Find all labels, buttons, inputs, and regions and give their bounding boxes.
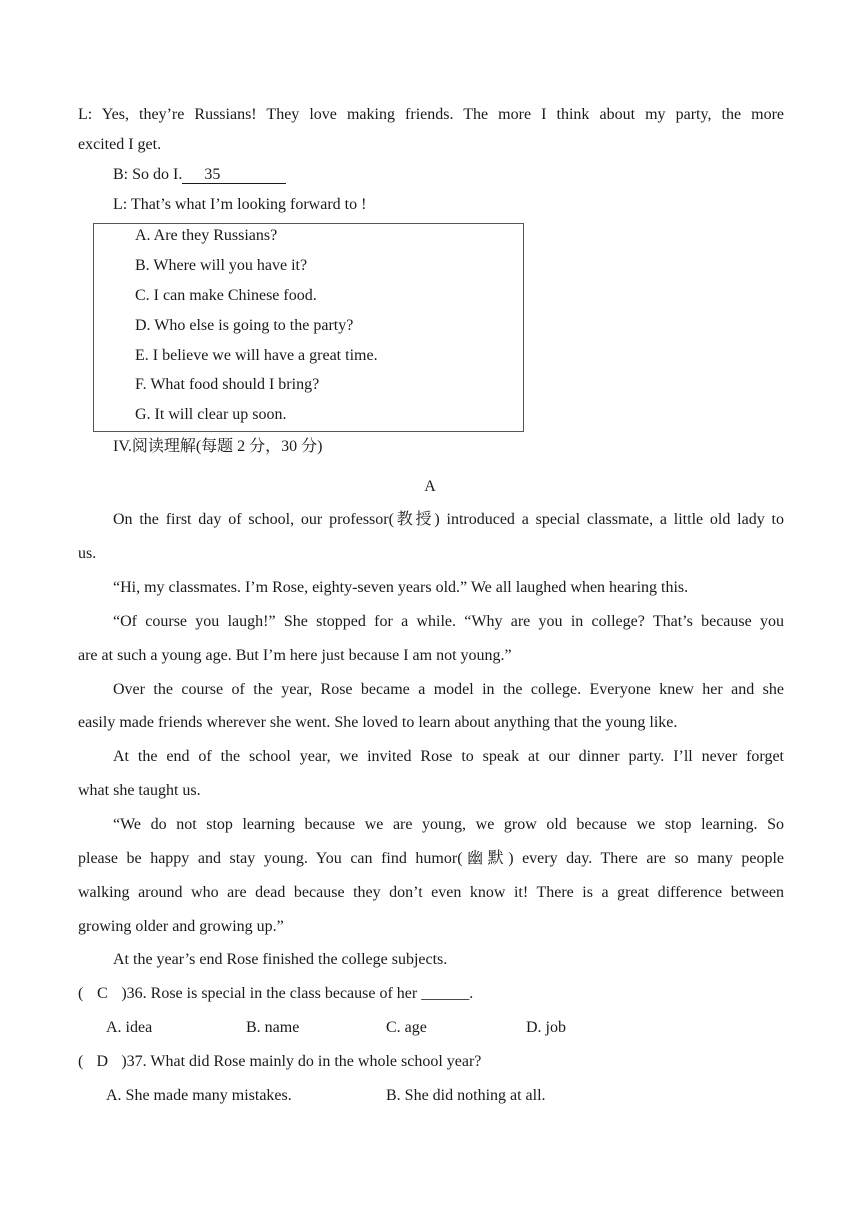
passage-p2-line1: “Hi, my classmates. I’m Rose, eighty-seven years old.” We all laughed when hearing this.	[113, 579, 689, 596]
option-g: G. It will clear up soon.	[135, 406, 287, 423]
passage-p5-line2: what she taught us.	[78, 782, 201, 799]
passage-p4-line1	[113, 680, 784, 700]
passage-text: please be happy and stay young. You can find humor(幽默) every day. There are so many people	[78, 850, 784, 867]
question-36-text: )36. Rose is special in the class because of her ______.	[121, 985, 474, 1002]
q37-choice-b: B. She did nothing at all.	[386, 1087, 546, 1104]
question-36-answer: C	[96, 985, 108, 1002]
dialogue-line-l1-cont: excited I get.	[78, 136, 162, 153]
passage-p3-line1	[113, 612, 784, 632]
question-37-answer: D	[96, 1053, 109, 1070]
q36-choice-c: C. age	[386, 1019, 427, 1036]
option-c: C. I can make Chinese food.	[135, 287, 317, 304]
passage-text: At the end of the school year, we invited Rose to speak at our dinner party. I’ll never forget	[113, 748, 784, 765]
passage-p6-line3	[78, 883, 784, 903]
passage-text: On the first day of school, our professor(教授) introduced a special classmate, a little old lady to	[113, 511, 784, 528]
question-36	[78, 984, 473, 1004]
passage-p4-line2: easily made friends wherever she went. She loved to learn about anything that the young like.	[78, 714, 678, 731]
passage-p6-line4: growing older and growing up.”	[78, 918, 284, 935]
option-b: B. Where will you have it?	[135, 257, 308, 274]
passage-p3-line2: are at such a young age. But I’m here just because I am not young.”	[78, 647, 512, 664]
option-d: D. Who else is going to the party?	[135, 317, 354, 334]
dialogue-text: L: Yes, they’re Russians! They love making friends. The more I think about my party, the more	[78, 106, 784, 123]
dialogue-line-l2: L: That’s what I’m looking forward to !	[113, 196, 367, 213]
passage-text: “We do not stop learning because we are young, we grow old because we stop learning. So	[113, 816, 784, 833]
option-a: A. Are they Russians?	[135, 227, 278, 244]
passage-p6-line2	[78, 849, 784, 869]
answer-blank-35: 35	[182, 167, 286, 184]
q36-choice-d: D. job	[526, 1019, 566, 1036]
question-bracket-open: (	[78, 1053, 84, 1070]
passage-text: walking around who are dead because they don’t even know it! There is a great difference between	[78, 884, 784, 901]
dialogue-line-l1	[78, 105, 784, 125]
passage-p6-line1	[113, 815, 784, 835]
passage-p5-line1	[113, 747, 784, 767]
q37-choice-a: A. She made many mistakes.	[106, 1087, 292, 1104]
dialogue-b-text: B: So do I.	[113, 166, 183, 183]
section-title: IV.阅读理解(每题 2 分，30 分)	[113, 438, 323, 455]
dialogue-line-b	[113, 165, 286, 185]
passage-p7-line1: At the year’s end Rose finished the college subjects.	[113, 951, 448, 968]
passage-text: Over the course of the year, Rose became a model in the college. Everyone knew her and she	[113, 681, 784, 698]
passage-label: A	[424, 478, 436, 495]
option-f: F. What food should I bring?	[135, 376, 320, 393]
q36-choice-b: B. name	[246, 1019, 300, 1036]
question-37-text: )37. What did Rose mainly do in the whole school year?	[121, 1053, 482, 1070]
question-bracket-open: (	[78, 985, 84, 1002]
question-37	[78, 1052, 481, 1072]
passage-p1-line1	[113, 510, 784, 530]
passage-text: “Of course you laugh!” She stopped for a while. “Why are you in college? That’s because you	[113, 613, 784, 630]
passage-p1-line2: us.	[78, 545, 97, 562]
option-e: E. I believe we will have a great time.	[135, 347, 378, 364]
q36-choice-a: A. idea	[106, 1019, 153, 1036]
